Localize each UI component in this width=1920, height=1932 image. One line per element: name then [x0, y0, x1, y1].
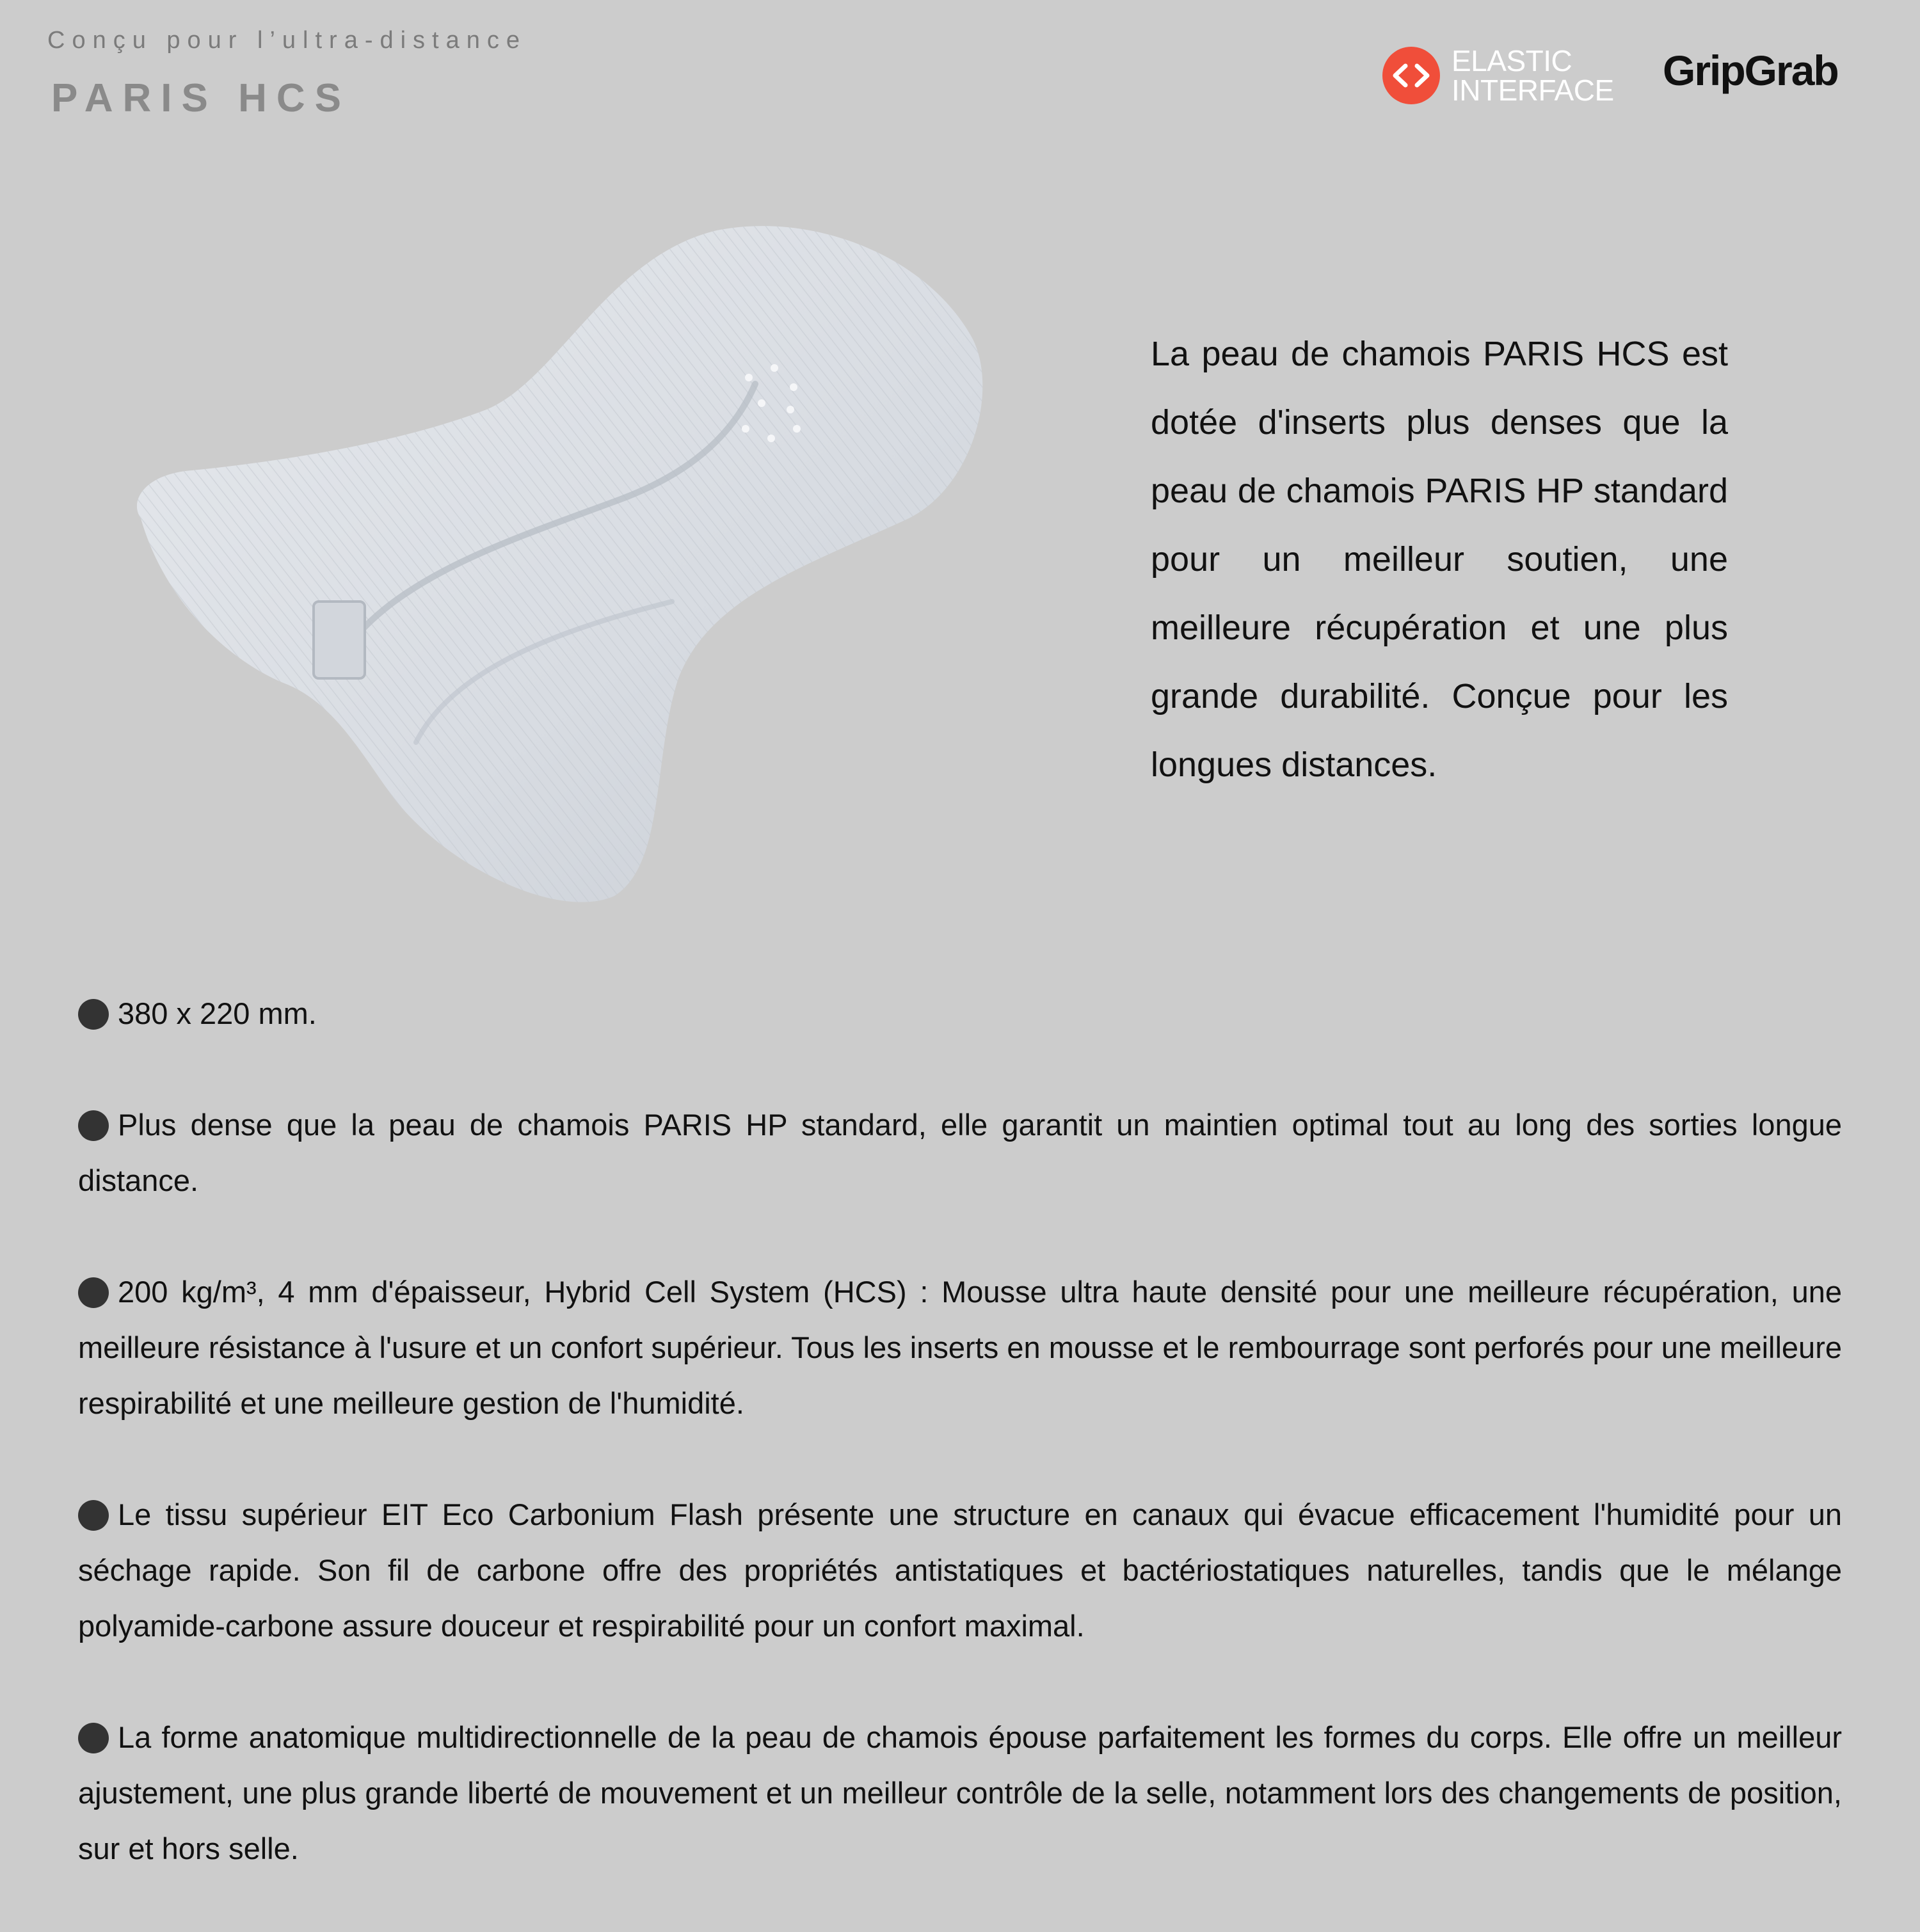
bullet-icon: [78, 999, 109, 1030]
feature-text: 200 kg/m³, 4 mm d'épaisseur, Hybrid Cell System (HCS) : Mousse ultra haute densité pour une meilleure récupération, une meilleure résistance à l'usure et un confort supérieur. Tous les inserts en mousse et le rembourrage sont perforés pour une meilleure respirabilité et une meilleure gestion de l'humidité.: [78, 1275, 1842, 1420]
bullet-icon: [78, 1110, 109, 1141]
feature-item: [78, 1487, 1842, 1654]
product-title: PARIS HCS: [51, 76, 351, 120]
elastic-interface-logo-line1: ELASTIC: [1452, 44, 1572, 77]
feature-text: 380 x 220 mm.: [118, 996, 317, 1030]
intro-paragraph: La peau de chamois PARIS HCS est dotée d'inserts plus denses que la peau de chamois PARIS HP standard pour un meilleur soutien, une meilleure récupération et une plus grande durabilité. Conçue pour les longues distances.: [1151, 335, 1728, 784]
elastic-interface-logo: [1382, 46, 1626, 107]
elastic-interface-logo-line2: INTERFACE: [1452, 74, 1614, 107]
elastic-interface-logo-icon: [1382, 47, 1440, 104]
tagline: Conçu pour l’ultra-distance: [47, 27, 527, 54]
bullet-icon: [78, 1500, 109, 1531]
elastic-interface-logo-text: [1452, 46, 1614, 105]
chamois-pad-image: [122, 218, 1005, 909]
feature-item: [78, 1709, 1842, 1876]
bullet-icon: [78, 1723, 109, 1753]
feature-text: Le tissu supérieur EIT Eco Carbonium Flash présente une structure en canaux qui évacue efficacement l'humidité pour un séchage rapide. Son fil de carbone offre des propriétés antistatiques et bactériostatiques naturelles, tandis que le mélange polyamide-carbone assure douceur et respirabilité pour un confort maximal.: [78, 1497, 1842, 1643]
feature-text: Plus dense que la peau de chamois PARIS HP standard, elle garantit un maintien optimal tout au long des sorties longue distance.: [78, 1108, 1842, 1197]
bullet-icon: [78, 1277, 109, 1308]
feature-list: [78, 986, 1842, 1932]
gripgrab-logo: GripGrab: [1663, 47, 1838, 94]
feature-text: La forme anatomique multidirectionnelle de la peau de chamois épouse parfaitement les formes du corps. Elle offre un meilleur ajustement, une plus grande liberté de mouvement et un meilleur contrôle de la selle, notamment lors des changements de position, sur et hors selle.: [78, 1720, 1842, 1865]
feature-item: [78, 986, 1842, 1041]
feature-item: [78, 1264, 1842, 1431]
feature-item: [78, 1097, 1842, 1208]
chamois-pad-shape: [137, 226, 982, 902]
